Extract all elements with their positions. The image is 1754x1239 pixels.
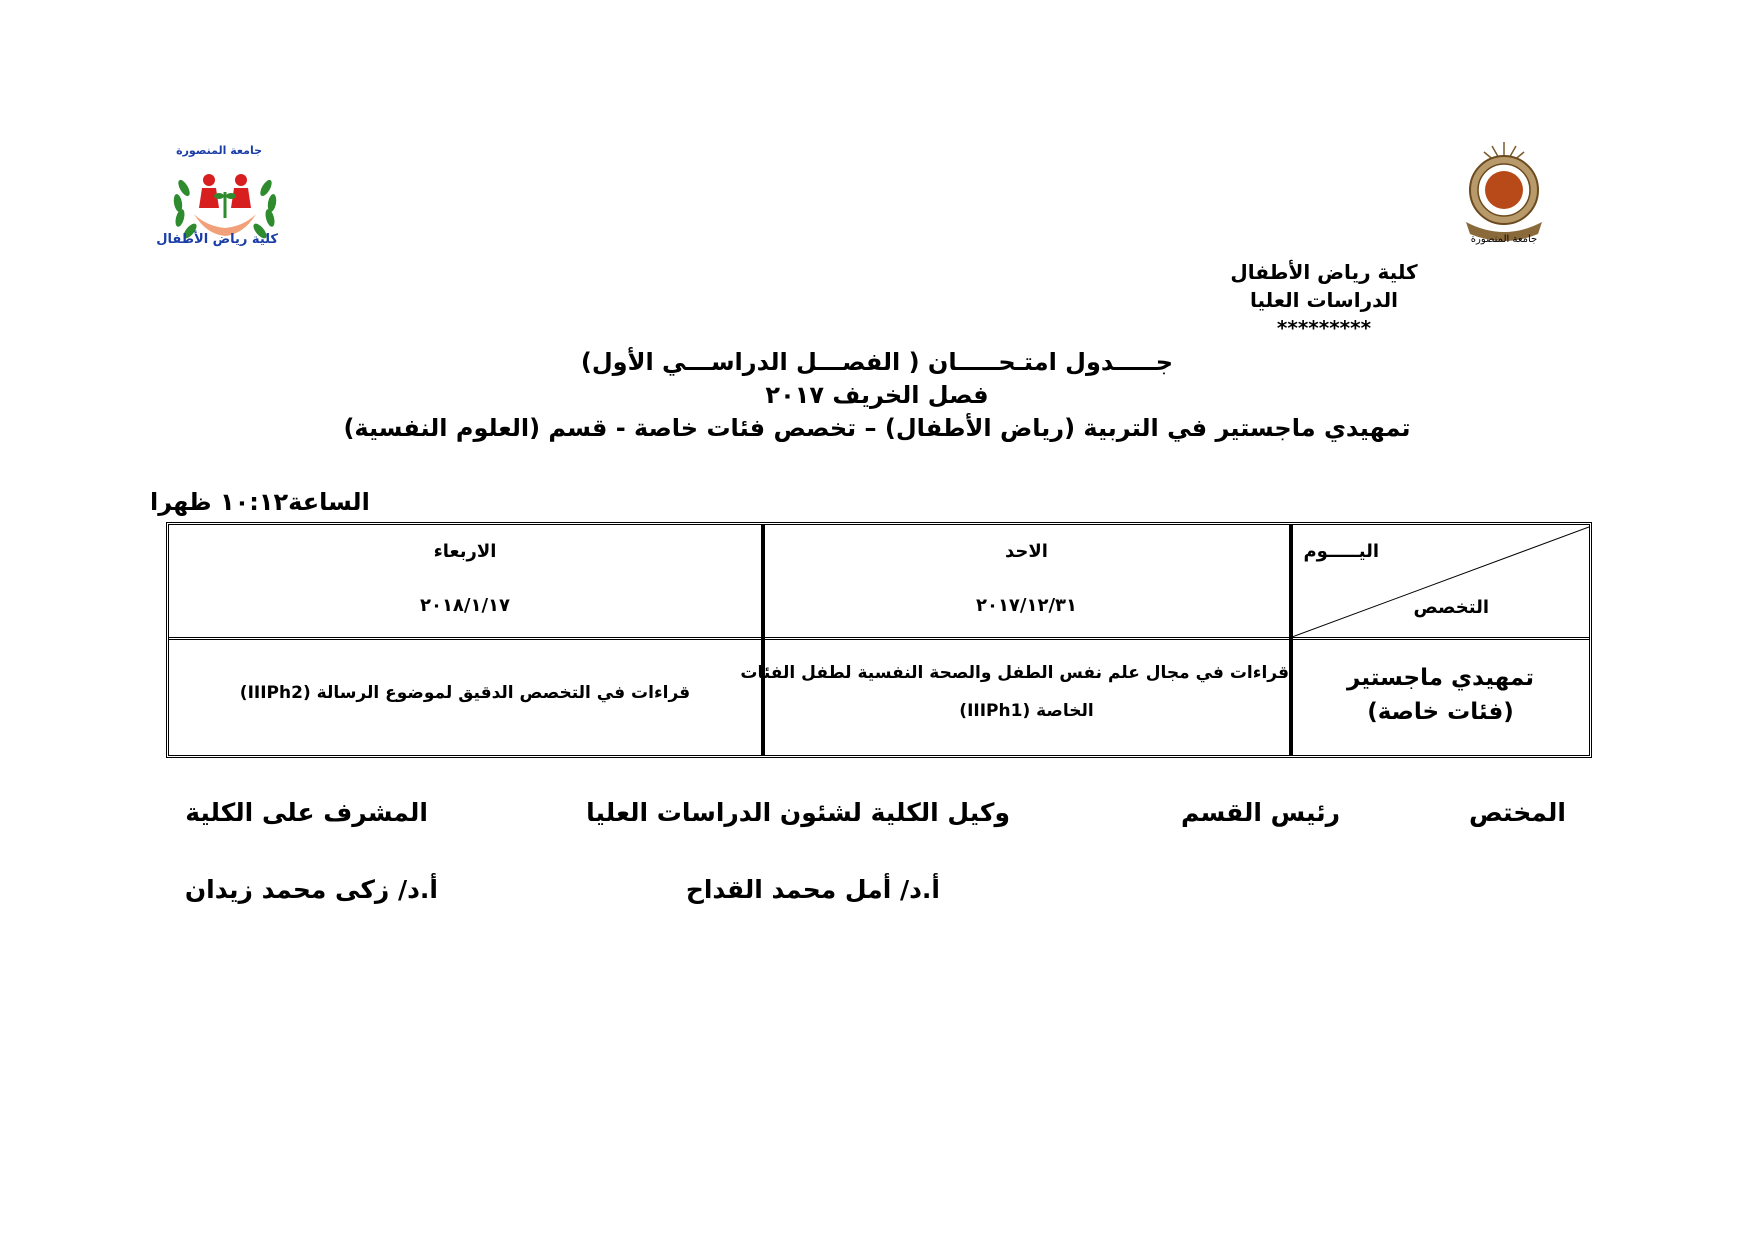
sig-supervisor: المشرف على الكلية [185,798,428,827]
title-line-2: فصل الخريف ٢٠١٧ [765,381,989,409]
subject-1-line-2: الخاصة (IIIPh1) [959,701,1094,721]
row-spec-cell [1292,641,1589,755]
faculty-name: كلية رياض الأطفال [1230,260,1418,284]
supervisor-name: أ.د/ زكى محمد زيدان [184,875,438,904]
department-name: الدراسات العليا [1249,288,1399,312]
vice-dean-name: أ.د/ أمل محمد القداح [685,875,940,904]
sig-vice-dean: وكيل الكلية لشئون الدراسات العليا [586,798,1010,827]
spec-line-1: تمهيدي ماجستير [1347,665,1534,691]
subject-cell-sunday [740,641,1289,755]
day-header-sunday [764,525,1289,637]
faculty-header-block [1224,258,1424,342]
exam-schedule-table [166,522,1592,758]
faculty-logo-left [156,144,284,258]
header-day-label: اليـــــوم [1303,541,1379,562]
sig-specialist: المختص [1468,798,1566,827]
title-line-1: جـــــدول امتـحـــــان ( الفصـــل الدراســـي الأول) [580,348,1174,376]
title-line-3: تمهيدي ماجستير في التربية (رياض الأطفال) – تخصص فئات خاصة - قسم (العلوم النفسية) [343,414,1411,442]
day-name: الاحد [1005,541,1048,562]
subject-2: قراءات في التخصص الدقيق لموضوع الرسالة (IIIPh2) [239,683,691,703]
header-spec-label: التخصص [1413,597,1489,618]
right-logo-text: جامعة المنصورة [1470,234,1538,245]
university-logo-right [1456,138,1552,248]
document-titles [0,346,1754,445]
subject-cell-wednesday [169,641,761,755]
spec-line-2: (فئات خاصة) [1367,699,1514,725]
table-row-divider [169,637,1589,640]
table-header-corner-cell [1292,525,1589,637]
left-logo-text-top: جامعة المنصورة [176,144,262,157]
day-name: الاربعاء [433,541,497,562]
left-logo-text-bottom: كلية رياض الأطفال [156,232,278,247]
exam-time: الساعة١٠:١٢ ظهرا [150,488,370,516]
sig-dept-head: رئيس القسم [1180,798,1340,827]
day-date: ٢٠١٧/١٢/٣١ [975,595,1078,616]
day-header-wednesday [169,525,761,637]
day-date: ٢٠١٨/١/١٧ [419,595,511,616]
subject-1-line-1: قراءات في مجال علم نفس الطفل والصحة النفسية لطفل الفئات [740,663,1289,683]
stars-divider: ********* [1276,316,1372,340]
